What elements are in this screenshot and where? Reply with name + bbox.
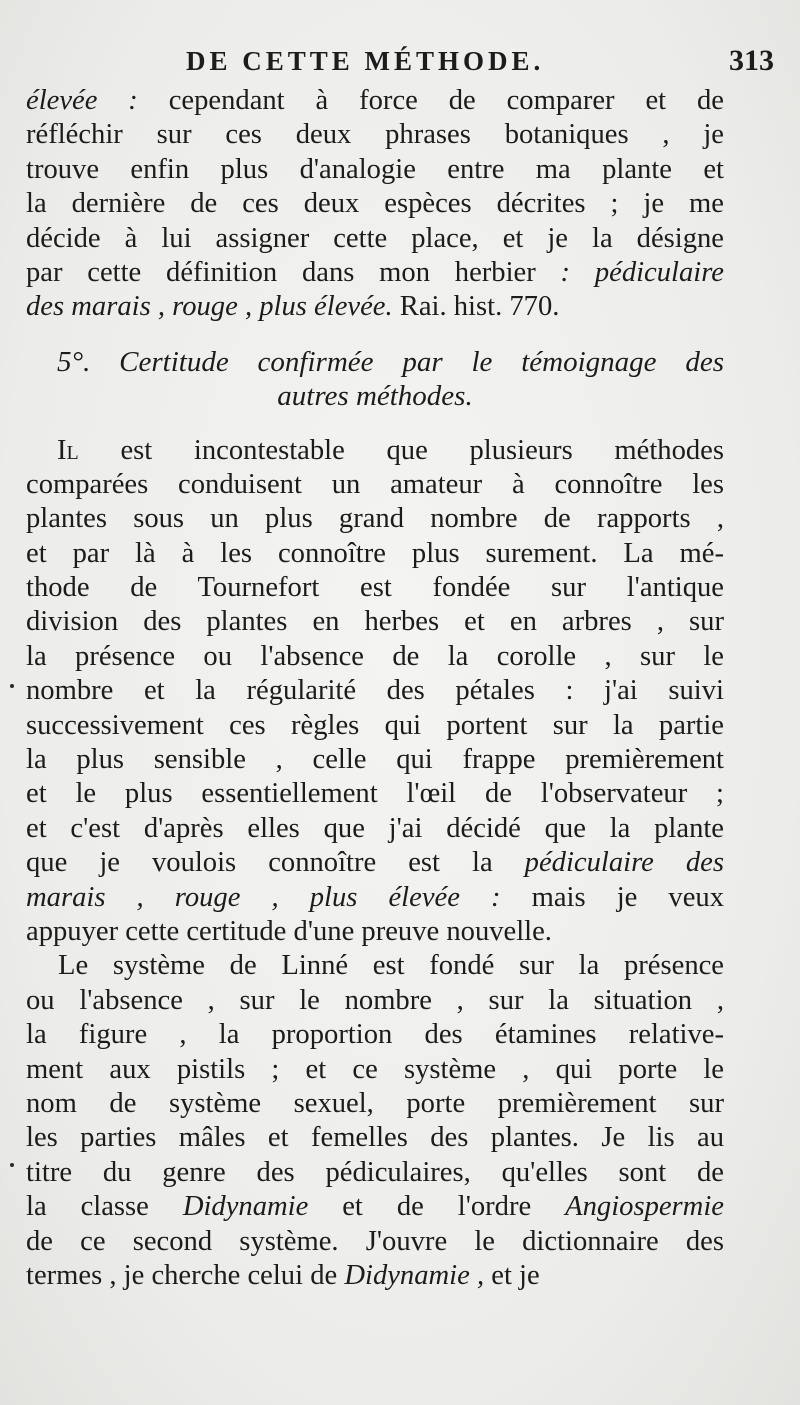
text-run: ment aux pistils ; et ce système , qui porte le bbox=[26, 1053, 724, 1085]
text-run: la présence ou l'absence de la corolle , sur le bbox=[26, 640, 724, 672]
text-run: et le plus essentiellement l'œil de l'observateur ; bbox=[26, 778, 724, 810]
spacer bbox=[26, 414, 724, 434]
text-run: titre du genre des pédiculaires, qu'elles sont de bbox=[26, 1156, 724, 1188]
italic-run: des marais , rouge , plus élevée. bbox=[26, 291, 393, 323]
text-line bbox=[26, 1087, 724, 1121]
section-heading bbox=[26, 345, 724, 414]
text-run: par cette définition dans mon herbier bbox=[26, 256, 561, 288]
text-line bbox=[26, 571, 724, 605]
text-line bbox=[26, 812, 724, 846]
spacer bbox=[26, 325, 724, 345]
text-run: mais je veux bbox=[500, 881, 725, 913]
text-run: et par là à les connoître plus surement. La mé- bbox=[26, 537, 724, 569]
text-line bbox=[26, 187, 724, 221]
running-head: DE CETTE MÉTHODE. bbox=[186, 46, 545, 76]
text-line bbox=[26, 1053, 724, 1087]
text-line bbox=[26, 640, 724, 674]
text-line bbox=[26, 674, 724, 708]
text-run: la plus sensible , celle qui frappe premièrement bbox=[26, 744, 724, 776]
text-run: décide à lui assigner cette place, et je la désigne bbox=[26, 222, 724, 254]
text-line bbox=[26, 153, 724, 187]
page-header bbox=[26, 40, 774, 80]
text-run: trouve enfin plus d'analogie entre ma plante et bbox=[26, 153, 724, 185]
text-run: plantes sous un plus grand nombre de rapports , bbox=[26, 503, 724, 535]
text-line bbox=[26, 1225, 724, 1259]
text-run: successivement ces règles qui portent sur la partie bbox=[26, 709, 724, 741]
text-line bbox=[26, 222, 724, 256]
text-run: termes , je cherche celui de bbox=[26, 1259, 345, 1291]
text-run: la dernière de ces deux espèces décrites ; je me bbox=[26, 188, 724, 220]
text-run: que je voulois connoître est la bbox=[26, 847, 525, 879]
ink-speck bbox=[10, 684, 14, 688]
text-run: Le système de Linné est fondé sur la présence bbox=[58, 950, 724, 982]
ink-speck bbox=[10, 1163, 14, 1167]
text-run: ou l'absence , sur le nombre , sur la situation , bbox=[26, 984, 724, 1016]
text-line bbox=[26, 434, 724, 468]
text-run: Rai. hist. 770. bbox=[392, 291, 560, 323]
text-run: la classe bbox=[26, 1191, 183, 1223]
text-line bbox=[26, 502, 724, 536]
text-line bbox=[26, 709, 724, 743]
text-run: les parties mâles et femelles des plantes. Je lis au bbox=[26, 1122, 724, 1154]
text-line bbox=[26, 1018, 724, 1052]
italic-run: Angiospermie bbox=[565, 1191, 724, 1223]
text-line bbox=[26, 984, 724, 1018]
text-run: cependant à force de comparer et de bbox=[137, 85, 724, 116]
text-line bbox=[26, 468, 724, 502]
italic-run: élevée : bbox=[26, 85, 138, 116]
italic-run: Didynamie bbox=[182, 1191, 309, 1223]
text-run: et c'est d'après elles que j'ai décidé que la plante bbox=[26, 812, 724, 844]
text-line bbox=[26, 881, 724, 915]
text-line bbox=[26, 846, 724, 880]
italic-run: pédiculaire des bbox=[524, 847, 724, 879]
text-line bbox=[26, 290, 724, 324]
text-run: la figure , la proportion des étamines relative- bbox=[26, 1019, 724, 1051]
text-line bbox=[26, 256, 724, 290]
text-line bbox=[26, 743, 724, 777]
text-line bbox=[26, 537, 724, 571]
text-run: et je bbox=[484, 1259, 540, 1291]
paragraph-linne bbox=[26, 949, 724, 1293]
text-run: est incontestable que plusieurs méthodes bbox=[78, 434, 724, 466]
text-line bbox=[26, 1259, 724, 1293]
text-line bbox=[26, 605, 724, 639]
text-run: Il bbox=[57, 434, 79, 466]
italic-run: : pédiculaire bbox=[560, 256, 724, 288]
text-line bbox=[26, 1190, 724, 1224]
text-run: comparées conduisent un amateur à connoître les bbox=[26, 468, 724, 500]
italic-run: marais , rouge , plus élevée : bbox=[26, 881, 501, 913]
text-run: appuyer cette certitude d'une preuve nouvelle. bbox=[26, 915, 552, 947]
text-run: nombre et la régularité des pétales : j'ai suivi bbox=[26, 675, 724, 707]
section-heading-line: 5°. Certitude confirmée par le témoignage des bbox=[57, 345, 724, 378]
section-heading-line: autres méthodes. bbox=[277, 380, 473, 413]
text-run: thode de Tournefort est fondée sur l'antique bbox=[26, 572, 724, 604]
paragraph-continued bbox=[26, 84, 724, 325]
text-run: de ce second système. J'ouvre le dictionnaire des bbox=[26, 1225, 724, 1257]
page-body bbox=[26, 84, 724, 1293]
paragraph-tournefort bbox=[26, 434, 724, 950]
text-line bbox=[26, 1121, 724, 1155]
text-run: nom de système sexuel, porte premièrement sur bbox=[26, 1087, 724, 1119]
italic-run: Didynamie , bbox=[344, 1259, 485, 1291]
text-run: division des plantes en herbes et en arbres , sur bbox=[26, 606, 724, 638]
page-number: 313 bbox=[729, 44, 774, 77]
text-line bbox=[26, 1156, 724, 1190]
text-run: et de l'ordre bbox=[308, 1191, 566, 1223]
text-line bbox=[26, 84, 724, 118]
text-line bbox=[26, 118, 724, 152]
text-line bbox=[26, 915, 724, 949]
text-run: réfléchir sur ces deux phrases botaniques , je bbox=[26, 119, 724, 151]
text-line bbox=[26, 949, 724, 983]
text-line bbox=[26, 777, 724, 811]
